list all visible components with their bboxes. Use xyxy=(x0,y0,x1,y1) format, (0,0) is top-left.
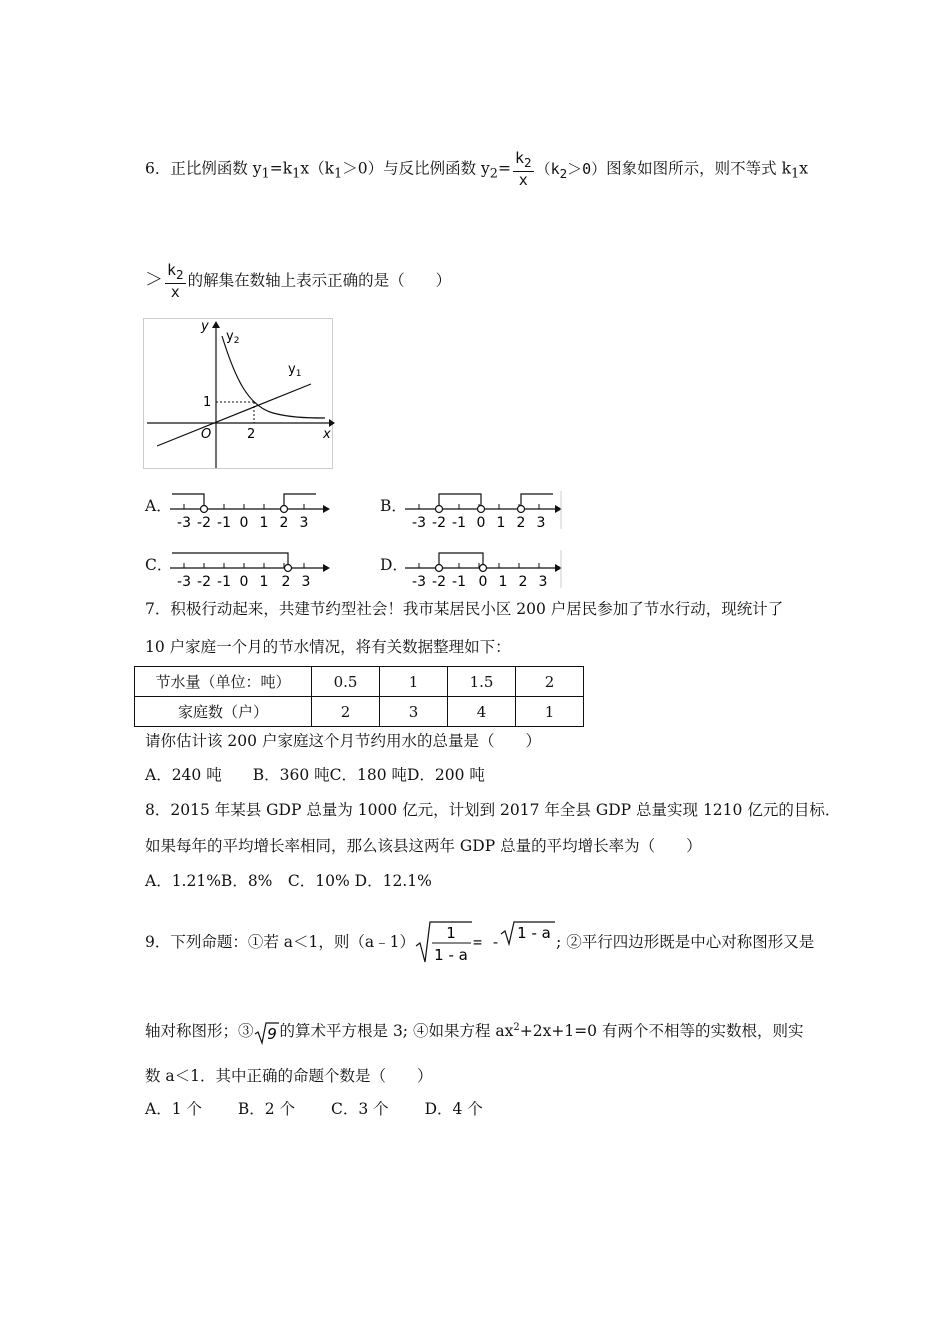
table-cell: 0.5 xyxy=(312,667,380,697)
tick-label: 1 xyxy=(259,574,269,590)
table-cell: 2 xyxy=(516,667,584,697)
q9-line2: 轴对称图形；③ 9 的算术平方根是 3; ④如果方程 $ax^2+2x+1=0$ 有两个不相等的实数根，则实 xyxy=(145,1016,803,1045)
q7-data-table xyxy=(134,666,584,727)
q9-sqrt-expr xyxy=(500,920,556,961)
svg-text:1 - a: 1 - a xyxy=(434,946,468,964)
tick-label: -3 xyxy=(412,574,426,590)
table-cell: 1 xyxy=(516,697,584,727)
q7-question: 请你估计该 200 户家庭这个月节约用水的总量是（ ） xyxy=(145,732,541,750)
svg-text:9: 9 xyxy=(266,1024,277,1043)
sqrt-sign-icon xyxy=(415,920,473,966)
q9-sqrt9 xyxy=(254,1020,280,1045)
graph-y2-label: $y_2$ xyxy=(226,329,240,346)
table-cell: 1.5 xyxy=(448,667,516,697)
q6-option-b-label[interactable]: B． xyxy=(380,497,407,515)
q9-line3: 数 a＜1．其中正确的命题个数是（ ） xyxy=(145,1067,433,1085)
q6-option-b-number-line[interactable] xyxy=(403,489,565,531)
tick-label: 2 xyxy=(516,515,526,531)
tick-label: -3 xyxy=(177,515,191,531)
q6-option-a-number-line[interactable] xyxy=(168,489,333,531)
tick-label: 0 xyxy=(476,515,486,531)
tick-label: -1 xyxy=(452,515,466,531)
table-row xyxy=(135,697,584,727)
sqrt-sign-icon xyxy=(254,1021,280,1045)
tick-label: -1 xyxy=(452,574,466,590)
graph-origin-label: O xyxy=(201,427,212,442)
q6-fraction: $\frac{k_2}{x}$ xyxy=(515,149,532,189)
tick-label: -3 xyxy=(412,515,426,531)
tick-label: 0 xyxy=(239,574,249,590)
table-cell: 2 xyxy=(312,697,380,727)
tick-label: 3 xyxy=(536,515,546,531)
tick-label: 2 xyxy=(279,515,289,531)
tick-label: 0 xyxy=(478,574,488,590)
q9-sqrt-fraction xyxy=(415,920,473,966)
table-cell: 家庭数（户） xyxy=(135,697,312,727)
tick-label: 1 xyxy=(259,515,269,531)
svg-text:1: 1 xyxy=(446,924,456,942)
graph-y-axis-label: y xyxy=(201,319,209,334)
q6-line2: ＞ $\frac{k_2}{x}$ 的解集在数轴上表示正确的是（ ） xyxy=(145,261,452,301)
q6-option-c-label[interactable]: C． xyxy=(145,556,173,574)
q6-condition: $(k_2>0)$ xyxy=(535,159,607,181)
graph-tick-x-label: 2 xyxy=(247,427,256,442)
tick-label: -2 xyxy=(432,515,446,531)
tick-label: -2 xyxy=(197,515,211,531)
graph-y1-label: $y_1$ xyxy=(288,362,302,379)
tick-label: -1 xyxy=(217,515,231,531)
q7-line2: 10 户家庭一个月的节水情况，将有关数据整理如下： xyxy=(145,638,511,656)
q6-option-d-number-line[interactable] xyxy=(403,548,565,590)
tick-label: -3 xyxy=(177,574,191,590)
q6-fraction-2: $\frac{k_2}{x}$ xyxy=(167,261,184,301)
tick-label: 1 xyxy=(498,574,508,590)
graph-x-axis-label: x xyxy=(323,427,331,442)
tick-label: 3 xyxy=(301,574,311,590)
q6-option-d-label[interactable]: D． xyxy=(380,556,408,574)
q8-line1: 8．2015 年某县 GDP 总量为 1000 亿元，计划到 2017 年全县 GDP 总量实现 1210 亿元的目标． xyxy=(145,801,841,819)
svg-text:1 - a: 1 - a xyxy=(517,924,551,942)
q6-line1: 6．正比例函数 $y_1=k_1x(k_1>0)$与反比例函数 $y_2=$ $\frac{k_2}{x}$ $(k_2>0)$图象如图所示，则不等式 $k_1x$ xyxy=(145,149,808,189)
table-cell: 3 xyxy=(380,697,448,727)
table-row xyxy=(135,667,584,697)
tick-label: 2 xyxy=(518,574,528,590)
tick-label: 0 xyxy=(239,515,249,531)
sqrt-sign-icon xyxy=(500,920,556,946)
tick-label: 2 xyxy=(281,574,291,590)
table-cell: 4 xyxy=(448,697,516,727)
tick-label: -2 xyxy=(197,574,211,590)
q9-line1: 9．下列命题：①若 a＜1，则（a﹣1） 1 1 - a = - 1 - a ; ②平行四边形既是中心对称图形又是 xyxy=(145,920,814,966)
table-cell: 1 xyxy=(380,667,448,697)
tick-label: 1 xyxy=(496,515,506,531)
table-cell: 节水量（单位：吨） xyxy=(135,667,312,697)
tick-label: -1 xyxy=(217,574,231,590)
q7-line1: 7．积极行动起来，共建节约型社会！我市某居民小区 200 户居民参加了节水行动，现统计了 xyxy=(145,600,784,618)
tick-label: 3 xyxy=(299,515,309,531)
q8-options[interactable]: A．1.21%B．8% C．10% D．12.1% xyxy=(145,872,432,890)
q8-line2: 如果每年的平均增长率相同，那么该县这两年 GDP 总量的平均增长率为（ ） xyxy=(145,837,702,855)
tick-label: 3 xyxy=(538,574,548,590)
tick-label: -2 xyxy=(432,574,446,590)
q6-option-a-label[interactable]: A． xyxy=(145,497,172,515)
q7-options[interactable]: A．240 吨 B．360 吨C．180 吨D．200 吨 xyxy=(145,766,485,784)
q9-options[interactable]: A．1 个 B．2 个 C．3 个 D．4 个 xyxy=(145,1100,483,1118)
q6-option-c-number-line[interactable] xyxy=(168,548,333,590)
q6-function-graph xyxy=(143,318,335,470)
graph-tick-y-label: 1 xyxy=(203,395,212,410)
